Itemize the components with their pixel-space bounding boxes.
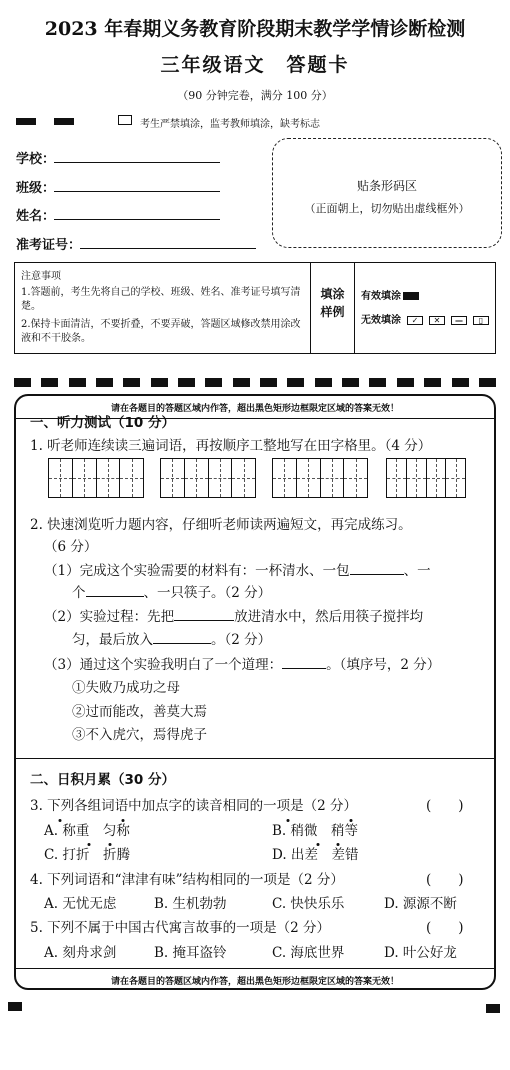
q2-2-text-c: 匀，最后放入 — [72, 632, 153, 648]
question-5-answer[interactable]: ( ) — [426, 920, 464, 936]
cross-mark-icon: ✕ — [429, 316, 445, 325]
partial-mark-icon: ▯ — [473, 316, 489, 325]
notice-text — [15, 263, 311, 353]
invalid-fill — [361, 309, 491, 333]
section-divider — [16, 758, 494, 759]
separator-dashes — [14, 378, 496, 387]
question-4: 4. 下列词语和“津津有味”结构相同的一项是（2 分） — [30, 872, 344, 888]
section-2-title: 二、日积月累（30 分） — [30, 772, 175, 788]
absent-checkbox[interactable] — [118, 115, 132, 125]
q3-b-3: 等 — [344, 823, 359, 839]
q3-c-3: 折 — [102, 847, 117, 863]
q2-3-text-a: （3）通过这个实验我明白了一个道理： — [44, 657, 283, 673]
q3-option-a[interactable] — [44, 819, 130, 839]
check-mark-icon: ✓ — [407, 316, 423, 325]
tianzi-group-3[interactable] — [272, 458, 368, 498]
q5-option-c[interactable]: C. 海底世界 — [272, 945, 345, 961]
q2-2-text-d: 。（2 分） — [211, 632, 272, 648]
q2-1-line1 — [44, 559, 431, 579]
q3-c-4: 腾 — [116, 847, 130, 863]
q2-1-line2 — [72, 581, 271, 601]
q2-1-text-c: 个 — [72, 585, 86, 601]
question-1: 1. 听老师连续读三遍词语，再按顺序工整地写在田字格里。（4 分） — [30, 438, 432, 454]
tianzi-grid-area[interactable] — [48, 458, 468, 498]
notice-item-1: 1.答题前，考生先将自己的学校、班级、姓名、准考证号填写清楚。 — [21, 287, 301, 312]
q3-d-1: D. 出 — [272, 847, 305, 863]
name-label: 姓名： — [16, 209, 56, 224]
q3-b-2: 微 稍 — [304, 823, 345, 839]
position-mark — [486, 1004, 500, 1013]
filled-mark-icon — [403, 292, 419, 300]
question-3: 3. 下列各组词语中加点字的读音相同的一项是（2 分） — [30, 798, 358, 814]
q3-c-1: C. 打 — [44, 847, 76, 863]
time-note: （90 分钟完卷，满分 100 分） — [177, 89, 333, 102]
tianzi-group-2[interactable] — [160, 458, 256, 498]
option-3: ③不入虎穴，焉得虎子 — [72, 727, 207, 743]
position-mark — [8, 1002, 22, 1011]
barcode-hint: （正面朝上，切勿贴出虚线框外） — [304, 202, 470, 215]
warning-bottom: 请在各题目的答题区域内作答，超出黑色矩形边框限定区域的答案无效！ — [110, 977, 399, 987]
q2-2-text-b: 放进清水中，然后用筷子搅拌均 — [234, 609, 424, 625]
option-2: ②过而能改，善莫大焉 — [72, 704, 207, 720]
tianzi-group-1[interactable] — [48, 458, 144, 498]
warning-top: 请在各题目的答题区域内作答，超出黑色矩形边框限定区域的答案无效！ — [110, 404, 399, 414]
valid-fill-label: 有效填涂 — [361, 291, 401, 302]
q2-3-line — [44, 653, 440, 673]
question-2: 2. 快速浏览听力题内容，仔细听老师读两遍短文，再完成练习。 — [30, 517, 412, 533]
q2-2-line2 — [72, 628, 271, 648]
q3-option-d[interactable] — [272, 843, 358, 863]
notice-item-2: 2.保持卡面清洁，不要折叠，不要弄破，答题区域修改禁用涂改液和不干胶条。 — [21, 319, 301, 344]
position-mark — [16, 118, 36, 125]
notice-box — [14, 262, 496, 354]
page-subtitle: 三年级语文 答题卡 — [160, 54, 350, 76]
q3-d-3: 差 — [331, 847, 345, 863]
barcode-area — [272, 138, 502, 248]
q2-2-blank-2[interactable] — [153, 632, 211, 644]
q4-option-b[interactable]: B. 生机勃勃 — [154, 896, 227, 912]
name-field[interactable] — [54, 219, 220, 220]
bottom-divider — [16, 968, 494, 969]
q3-a-3: 称 — [116, 823, 130, 839]
valid-fill — [361, 285, 491, 309]
q5-option-b[interactable]: B. 掩耳盗铃 — [154, 945, 227, 961]
q2-2-text-a: （2）实验过程：先把 — [44, 609, 175, 625]
q2-2-blank-1[interactable] — [174, 609, 234, 621]
page-title: 2023 年春期义务教育阶段期末教学学情诊断检测 — [44, 18, 466, 40]
fill-label-2: 样例 — [320, 305, 345, 319]
fill-sample — [355, 263, 497, 353]
question-2-score: （6 分） — [44, 539, 98, 555]
q2-3-blank[interactable] — [282, 657, 326, 669]
q3-option-c[interactable] — [44, 843, 130, 863]
exam-no-label: 准考证号： — [16, 238, 82, 253]
q2-1-blank-2[interactable] — [86, 585, 144, 597]
exam-no-field[interactable] — [80, 248, 256, 249]
class-label: 班级： — [16, 181, 56, 196]
tianzi-group-4[interactable] — [386, 458, 466, 498]
q3-a-1: A. 称 — [44, 823, 76, 839]
dash-mark-icon: — — [451, 316, 467, 325]
class-field[interactable] — [54, 191, 220, 192]
q2-1-text-d: 、一只筷子。（2 分） — [143, 585, 272, 601]
school-label: 学校： — [16, 152, 56, 167]
q5-option-a[interactable]: A. 刻舟求剑 — [44, 945, 117, 961]
fill-sample-label — [311, 263, 355, 353]
question-5: 5. 下列不属于中国古代寓言故事的一项是（2 分） — [30, 920, 331, 936]
invalid-fill-label: 无效填涂 — [361, 315, 401, 326]
q3-c-2: 折 — [75, 847, 103, 863]
q3-a-2: 重 匀 — [75, 823, 117, 839]
notice-title: 注意事项 — [21, 271, 61, 282]
q4-option-d[interactable]: D. 源源不断 — [384, 896, 457, 912]
q2-1-blank-1[interactable] — [350, 563, 404, 575]
section-1-title: 一、听力测试（10 分） — [30, 415, 175, 431]
question-4-answer[interactable]: ( ) — [426, 872, 464, 888]
q3-option-b[interactable] — [272, 819, 358, 839]
q5-option-d[interactable]: D. 叶公好龙 — [384, 945, 457, 961]
q4-option-a[interactable]: A. 无忧无虑 — [44, 896, 117, 912]
q2-1-text-a: （1）完成这个实验需要的材料有：一杯清水、一包 — [44, 563, 350, 579]
option-1: ①失败乃成功之母 — [72, 680, 180, 696]
position-mark — [54, 118, 74, 125]
q3-b-1: B. 稍 — [272, 823, 305, 839]
q2-2-line1 — [44, 605, 423, 625]
q3-d-2: 差 — [304, 847, 332, 863]
q3-d-4: 错 — [344, 847, 359, 863]
q2-3-text-b: 。（填序号，2 分） — [326, 657, 441, 673]
question-3-answer[interactable]: ( ) — [426, 798, 464, 814]
absent-note: 考生严禁填涂，监考教师填涂，缺考标志 — [140, 119, 320, 130]
q4-option-c[interactable]: C. 快快乐乐 — [272, 896, 345, 912]
fill-label-1: 填涂 — [320, 287, 345, 301]
q2-1-text-b: 、一 — [403, 563, 431, 579]
barcode-title: 贴条形码区 — [356, 179, 417, 193]
school-field[interactable] — [54, 162, 220, 163]
